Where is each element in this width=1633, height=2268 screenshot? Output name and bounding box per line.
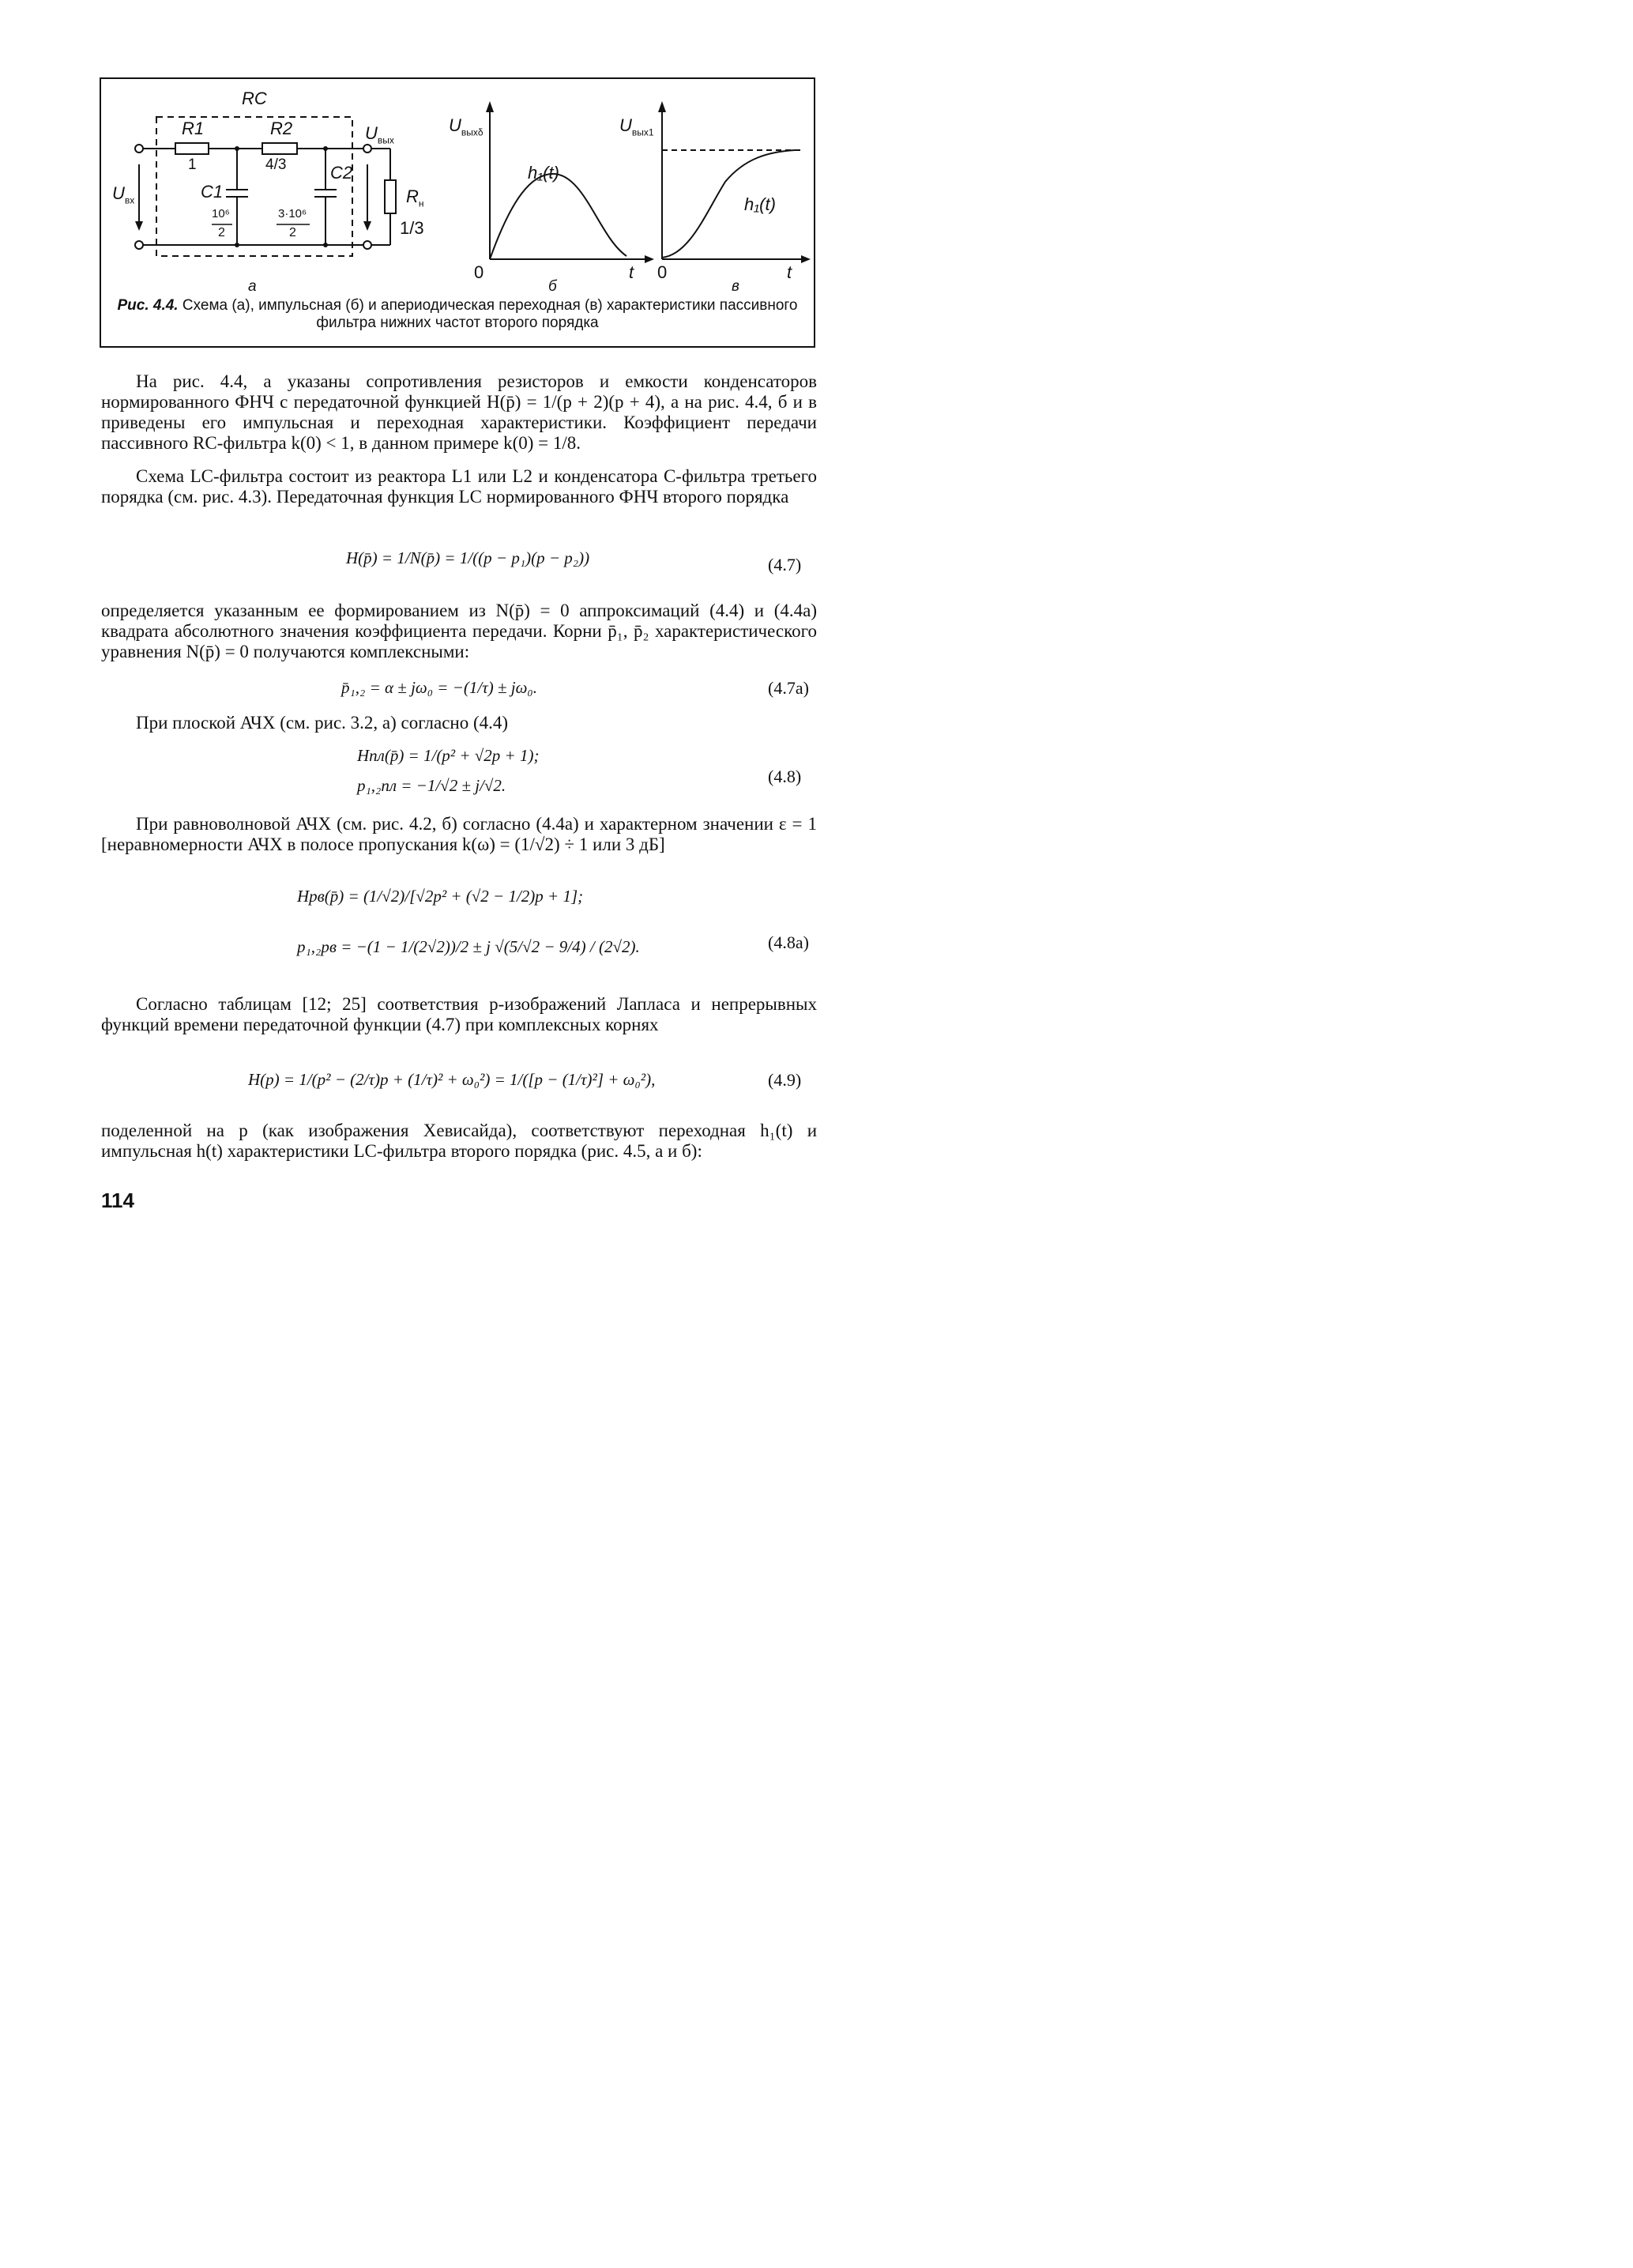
paragraph-3: определяется указанным ее формированием из N(p̄) = 0 аппроксимаций (4.4) и (4.4а) квадрата абсолютного значения коэффициента передачи. Корни p̄₁, p̄₂ характеристического уравнения N(p̄) = 0 получаются комплексными:	[101, 601, 817, 661]
label-u-in: $U_{вх}$	[112, 183, 135, 206]
paragraph-1: На рис. 4.4, а указаны сопротивления резисторов и емкости конденсаторов нормированного ФНЧ с передаточной функцией H(p̄) = 1/(p + 2)(p + 4), а на рис. 4.4, б и в приведены его импульсная и переходная характеристики. Коэффициент передачи пассивного RC-фильтра k(0) < 1, в данном примере k(0) = 1/8.	[101, 371, 817, 453]
paragraph-5: При равноволновой АЧХ (см. рис. 4.2, б) согласно (4.4а) и характерном значении ε = 1 [неравномерности АЧХ в полосе пропускания k(ω) = (1/√2) ÷ 1 или 3 дБ]	[101, 814, 817, 854]
label-t-b: t	[629, 262, 634, 282]
label-c1: C1	[201, 182, 224, 202]
label-c2: C2	[330, 163, 353, 183]
label-c2-den: 2	[289, 226, 296, 239]
equation-4-7a: p̄₁,₂ = α ± jω₀ = −(1/τ) ± jω₀.	[341, 678, 537, 697]
equation-4-8a-line1: Hрв(p̄) = (1/√2)/[√2p² + (√2 − 1/2)p + 1];	[297, 887, 584, 906]
label-r1-value: 1	[188, 156, 197, 173]
label-c2-num: 3·10⁶	[278, 207, 307, 220]
label-u-v: $U_{вых1}$	[619, 115, 654, 138]
figure-4-4	[100, 77, 815, 348]
label-h-b: h₁(t)	[528, 163, 559, 183]
equation-4-8-number: (4.8)	[768, 767, 802, 786]
label-t-v: t	[787, 262, 792, 282]
label-zero-b: 0	[474, 262, 484, 282]
caption-lead: Рис. 4.4.	[117, 297, 179, 314]
label-rc: RC	[242, 89, 267, 108]
label-c1-den: 2	[218, 226, 225, 239]
paragraph-6: Согласно таблицам [12; 25] соответствия p-изображений Лапласа и непрерывных функций времени передаточной функции (4.7) при комплексных корнях	[101, 994, 817, 1034]
paragraph-4: При плоской АЧХ (см. рис. 3.2, а) согласно (4.4)	[136, 713, 509, 733]
equation-4-9-number: (4.9)	[768, 1070, 802, 1090]
label-sub-v: в	[732, 278, 739, 295]
equation-4-8-line2: p₁,₂пл = −1/√2 ± j/√2.	[357, 776, 506, 795]
label-r2-value: 4/3	[265, 156, 287, 173]
paragraph-2: Схема LC-фильтра состоит из реактора L1 или L2 и конденсатора C-фильтра третьего порядка (см. рис. 4.3). Передаточная функция LC нормированного ФНЧ второго порядка	[101, 466, 817, 507]
label-rn: $R_н$	[406, 186, 424, 209]
paragraph-7: поделенной на p (как изображения Хевисайда), соответствуют переходная h₁(t) и импульсная h(t) характеристики LC-фильтра второго порядка (рис. 4.5, а и б):	[101, 1121, 817, 1161]
equation-4-7a-number: (4.7а)	[768, 678, 809, 698]
equation-4-7-number: (4.7)	[768, 555, 802, 575]
label-sub-b: б	[548, 278, 557, 295]
equation-4-9: H(p) = 1/(p² − (2/τ)p + (1/τ)² + ω₀²) = 1/([p − (1/τ)²] + ω₀²),	[248, 1070, 656, 1089]
label-u-out: $U_{вых}$	[365, 123, 394, 146]
label-h-v: h₁(t)	[744, 194, 776, 214]
equation-4-8-line1: Hпл(p̄) = 1/(p² + √2p + 1);	[357, 746, 540, 765]
page-number: 114	[101, 1189, 134, 1212]
figure-caption	[101, 297, 814, 332]
label-c1-num: 10⁶	[212, 207, 230, 220]
caption-text: Схема (а), импульсная (б) и апериодическая переходная (в) характеристики пассивного фильтра нижних частот второго порядка	[182, 297, 798, 331]
equation-4-8a-line2: p₁,₂рв = −(1 − 1/(2√2))/2 ± j √(5/√2 − 9/4) / (2√2).	[297, 937, 640, 956]
label-r2: R2	[270, 119, 293, 138]
equation-4-8a-number: (4.8а)	[768, 932, 809, 952]
label-r1: R1	[182, 119, 205, 138]
label-sub-a: а	[248, 278, 257, 295]
label-zero-v: 0	[657, 262, 668, 282]
label-u-b: $U_{вых\delta}$	[449, 115, 484, 138]
equation-4-7: H(p̄) = 1/N(p̄) = 1/((p − p₁)(p − p₂))	[346, 548, 590, 567]
label-rn-value: 1/3	[400, 218, 424, 238]
